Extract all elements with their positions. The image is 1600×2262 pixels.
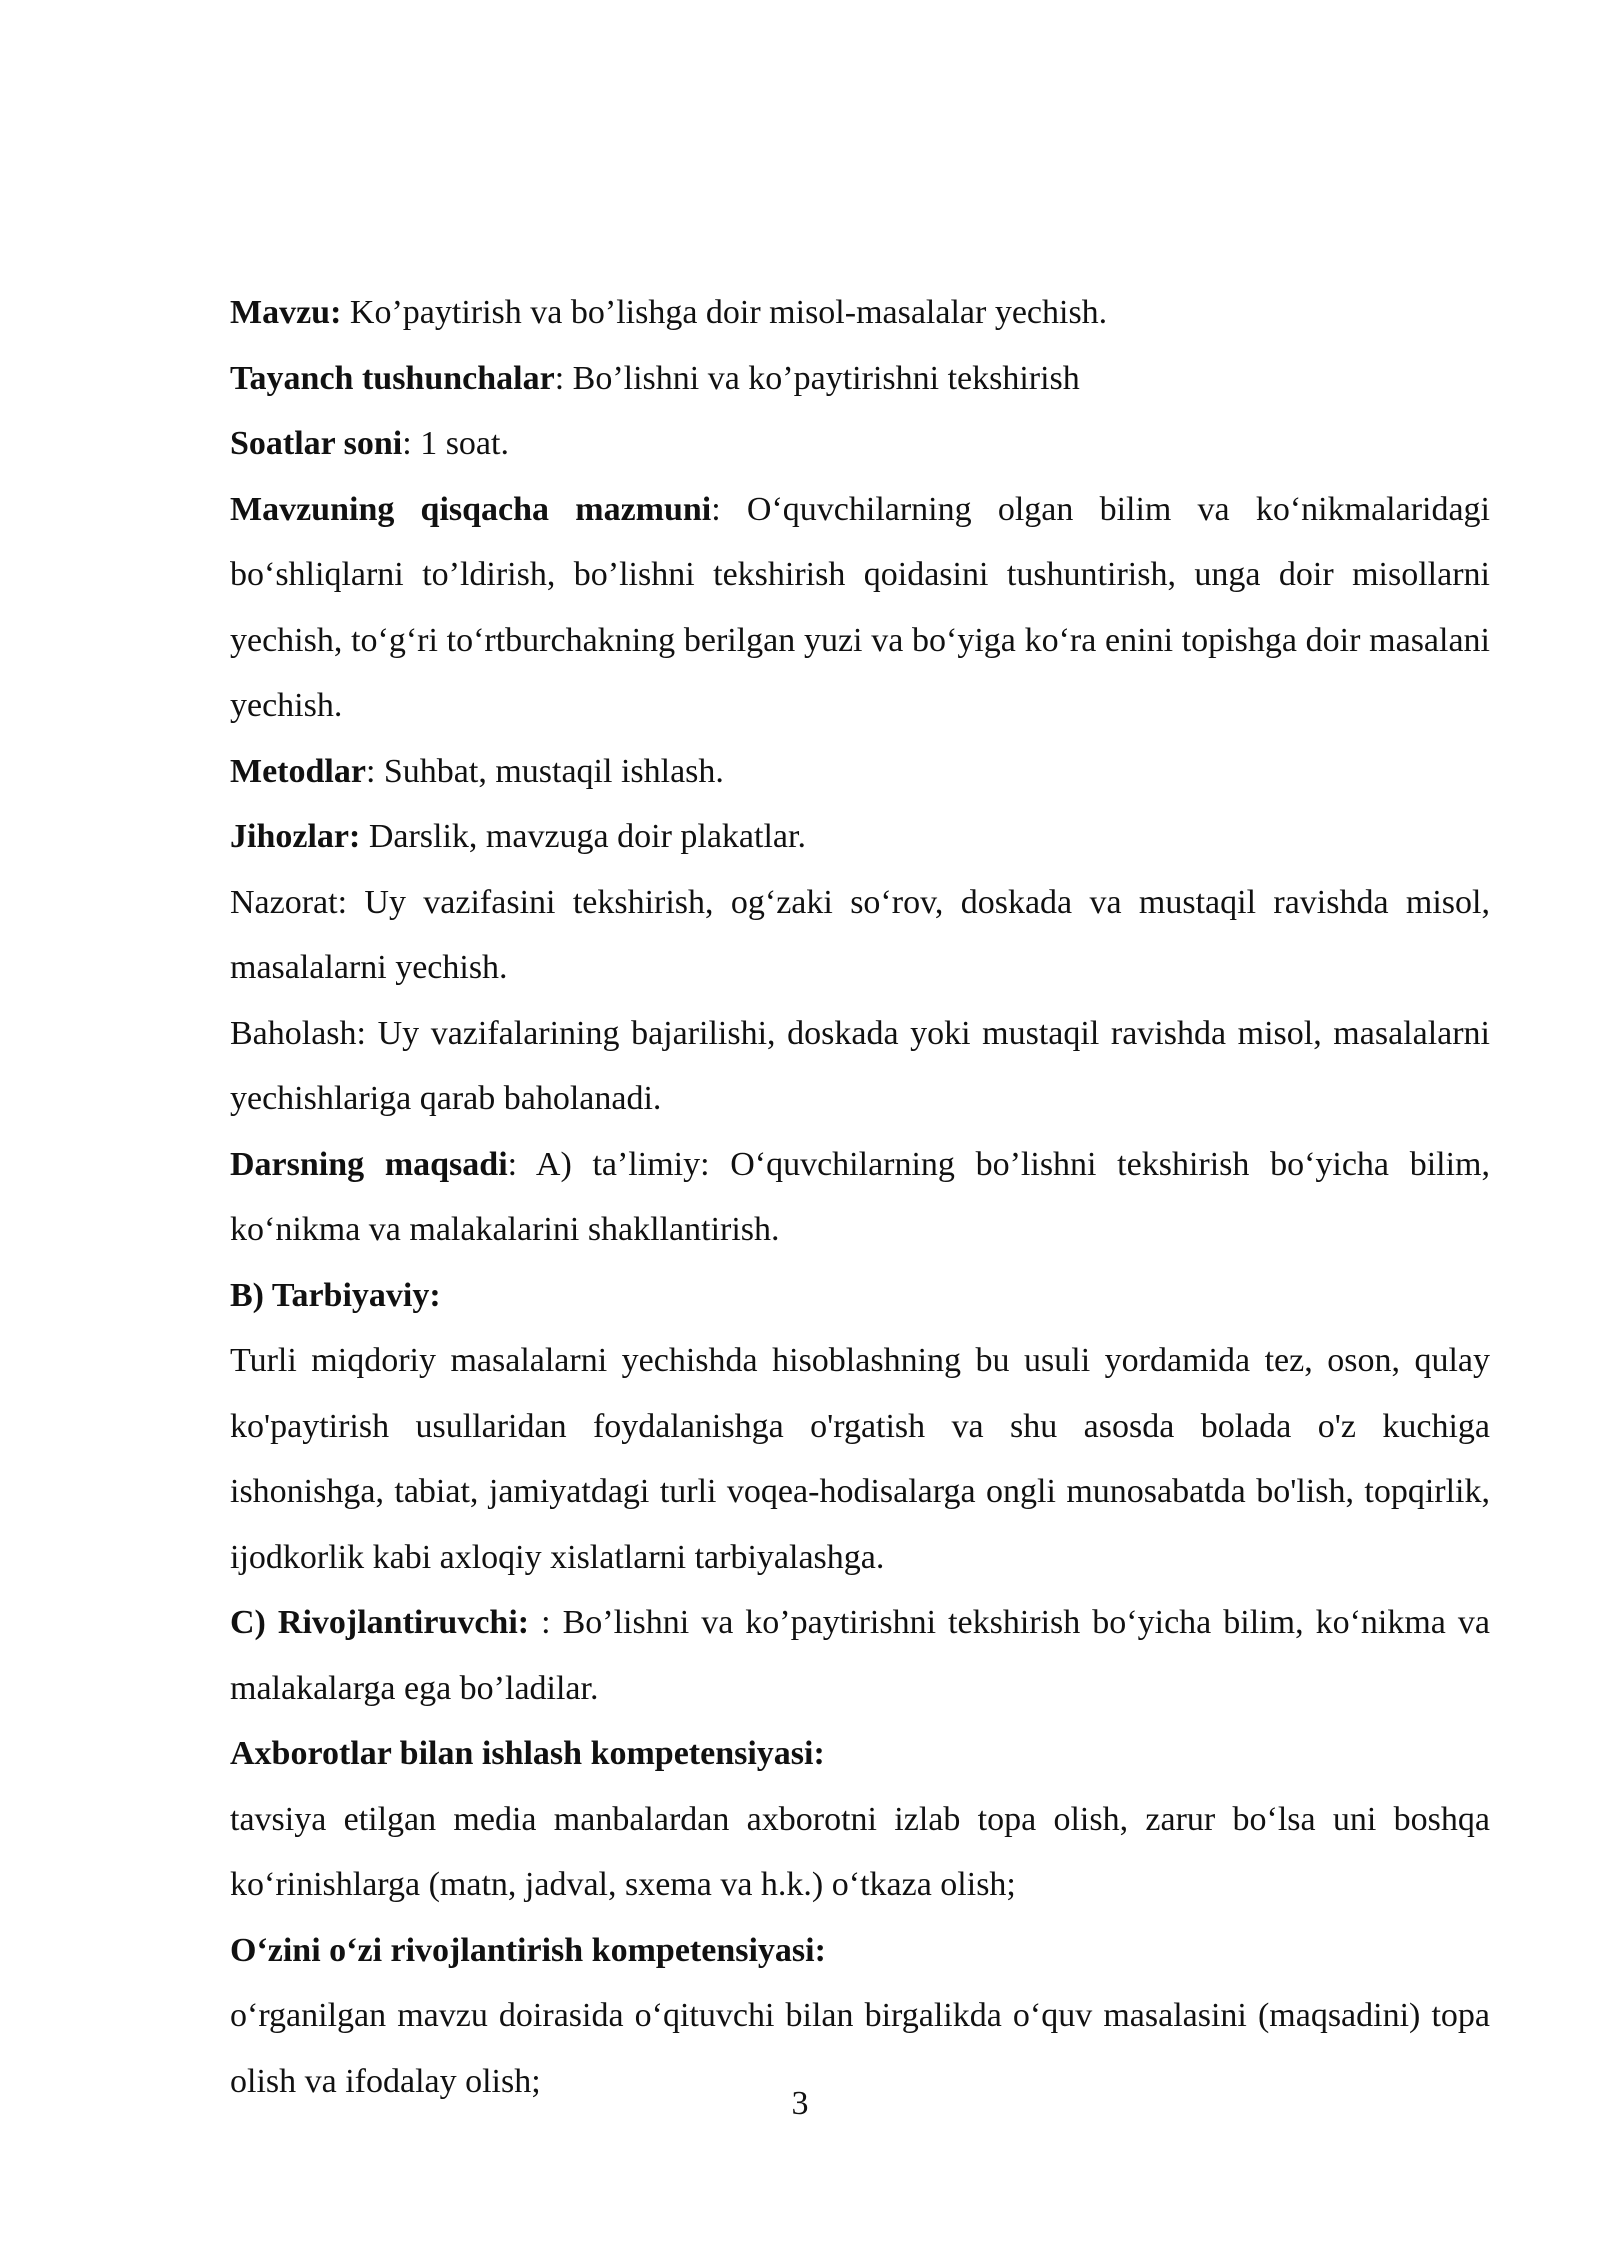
goal-label: Darsning maqsadi (230, 1145, 508, 1183)
equipment-label: Jihozlar: (230, 818, 361, 855)
info-competence-paragraph: tavsiya etilgan media manbalardan axborotni izlab topa olish, zarur bo‘lsa uni boshqa ko‘rinishlarga (matn, jadval, sxema va h.k.) o‘tkaza olish; (230, 1800, 1490, 1903)
hours-label: Soatlar soni (230, 425, 403, 462)
equipment-text: Darslik, mavzuga doir plakatlar. (360, 818, 806, 855)
control-paragraph: Nazorat: Uy vazifasini tekshirish, og‘zaki so‘rov, doskada va mustaqil ravishda misol, masalalarni yechish. (230, 883, 1490, 986)
educational-paragraph: Turli miqdoriy masalalarni yechishda hisoblashning bu usuli yordamida tez, oson, qulay ko'paytirish usullaridan foydalanishga o'rgatish va shu asosda bolada o'z kuchiga ishonishga, tabiat, jamiyatdagi turli voqea-hodisalarga ongli munosabatda bo'lish, topqirlik, ijodkorlik kabi axloqiy xislatlarni tarbiyalashga. (230, 1342, 1490, 1576)
goal-text: : A) ta’limiy: O‘quvchilarning bo’lishni tekshirish bo‘yicha bilim, ko‘nikma va malakalarini shakllantirish. (230, 1145, 1490, 1248)
summary-paragraph (230, 477, 1490, 739)
methods-label: Metodlar (230, 752, 366, 790)
developmental-text: : Bo’lishni va ko’paytirishni tekshirish bo‘yicha bilim, ko‘nikma va malakalarga ega bo’ladilar. (230, 1604, 1490, 1707)
summary-text: : O‘quvchilarning olgan bilim va ko‘nikmalaridagi bo‘shliqlarni to’ldirish, bo’lishni tekshirish qoidasini tushuntirish, unga doir misollarni yechish, to‘g‘ri to‘rtburchakning berilgan yuzi va bo‘yiga ko‘ra enini topishga doir masalani yechish. (230, 490, 1490, 724)
key-concepts-text: : Bo’lishni va ko’paytirishni tekshirish (554, 359, 1080, 397)
methods-line (230, 739, 1490, 805)
key-concepts-label: Tayanch tushunchalar (230, 359, 555, 397)
equipment-line (230, 804, 1490, 870)
document-body (230, 280, 1490, 2114)
self-dev-competence-heading: O‘zini o‘zi rivojlantirish kompetensiyasi: (230, 1931, 826, 1969)
page-number: 3 (791, 2085, 809, 2122)
developmental-paragraph (230, 1590, 1490, 1721)
topic-line (230, 280, 1490, 346)
developmental-label: C) Rivojlantiruvchi: (230, 1604, 530, 1641)
info-competence-heading: Axborotlar bilan ishlash kompetensiyasi: (230, 1735, 825, 1772)
assessment-paragraph: Baholash: Uy vazifalarining bajarilishi, doskada yoki mustaqil ravishda misol, masalalarni yechishlariga qarab baholanadi. (230, 1014, 1490, 1117)
educational-heading: B) Tarbiyaviy: (230, 1276, 441, 1314)
goal-paragraph (230, 1132, 1490, 1263)
topic-text: Ko’paytirish va bo’lishga doir misol-masalalar yechish. (341, 294, 1108, 331)
hours-text: : 1 soat. (402, 425, 509, 462)
self-dev-competence-paragraph: o‘rganilgan mavzu doirasida o‘qituvchi bilan birgalikda o‘quv masalasini (maqsadini) topa olish va ifodalay olish; (230, 1997, 1490, 2100)
summary-label: Mavzuning qisqacha mazmuni (230, 490, 712, 528)
methods-text: : Suhbat, mustaqil ishlash. (365, 752, 724, 790)
topic-label: Mavzu: (230, 294, 342, 331)
key-concepts-line (230, 346, 1490, 412)
hours-line (230, 411, 1490, 477)
